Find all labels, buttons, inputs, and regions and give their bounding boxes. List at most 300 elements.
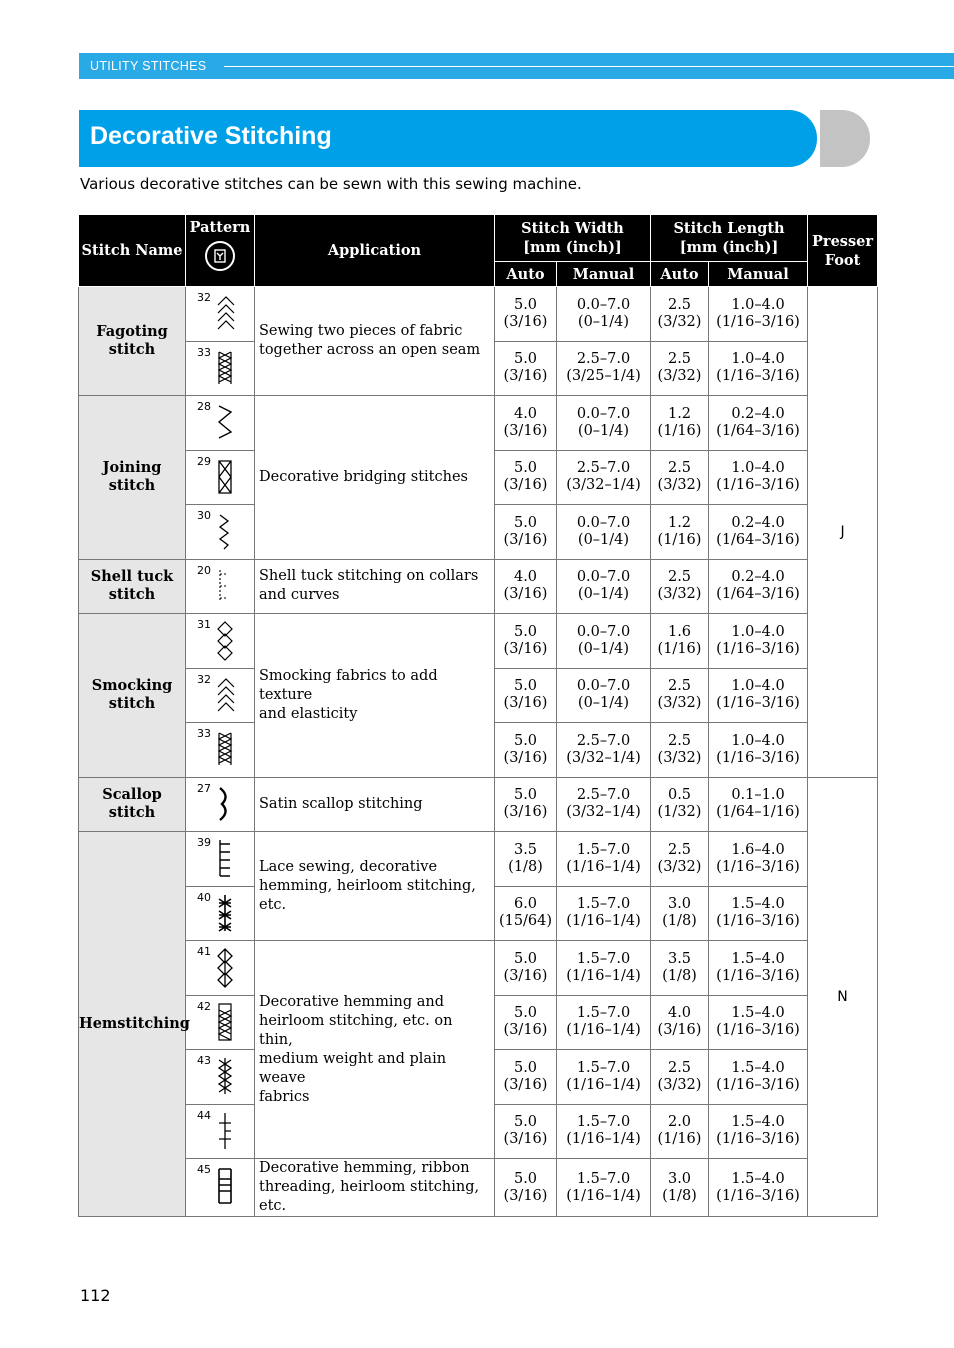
section-label: UTILITY STITCHES <box>90 59 207 73</box>
width-auto-cell-line: 5.0 <box>513 950 538 967</box>
pattern-cell <box>186 886 255 941</box>
application-line: Lace sewing, decorative <box>259 858 438 875</box>
pattern-cell <box>186 614 255 669</box>
length-manual-cell-line: (1/16–3/16) <box>716 695 800 712</box>
pattern-cell <box>186 668 255 723</box>
presser-foot-cell: N <box>808 777 878 1217</box>
length-auto-cell-line: (3/32) <box>657 695 702 712</box>
pattern-number: 43 <box>197 1054 211 1067</box>
width-auto-cell-line: 4.0 <box>513 569 538 586</box>
header-stitch-width-label: Stitch Width <box>521 220 624 237</box>
width-manual-cell <box>557 1050 651 1105</box>
length-manual-cell-line: 1.0–4.0 <box>731 678 785 695</box>
width-auto-cell <box>495 668 557 723</box>
width-auto-cell <box>495 1050 557 1105</box>
length-manual-cell-line: 1.0–4.0 <box>731 351 785 368</box>
length-auto-cell-line: (3/16) <box>657 1022 702 1039</box>
stitch-name-cell <box>79 287 186 396</box>
length-auto-cell-line: (1/16) <box>657 531 702 548</box>
header-pattern <box>186 215 255 287</box>
header-rule <box>224 66 954 67</box>
length-auto-cell <box>651 614 709 669</box>
width-manual-cell <box>557 995 651 1050</box>
width-manual-cell-line: 1.5–7.0 <box>576 1005 631 1022</box>
pattern-number: 40 <box>197 890 211 904</box>
length-manual-cell-line: 0.2–4.0 <box>731 514 785 531</box>
stitch-name-line: stitch <box>108 586 156 604</box>
width-manual-cell <box>557 723 651 778</box>
stitch-name-line: Hemstitching <box>79 1015 190 1032</box>
width-auto-cell-line: (3/16) <box>503 1131 548 1148</box>
length-manual-cell <box>709 559 808 614</box>
width-auto-cell <box>495 941 557 996</box>
stitch-name-cell <box>79 396 186 560</box>
pattern-cell <box>186 450 255 505</box>
table-row <box>79 777 878 832</box>
length-auto-cell-line: 1.6 <box>667 623 692 640</box>
application-line: etc. <box>259 1198 287 1214</box>
length-manual-cell <box>709 505 808 560</box>
length-auto-cell <box>651 396 709 451</box>
pattern-cell <box>186 559 255 614</box>
width-auto-cell-line: (3/16) <box>503 422 548 439</box>
page-title: Decorative Stitching <box>90 122 332 150</box>
width-manual-cell-line: 2.5–7.0 <box>576 787 631 804</box>
length-auto-cell-line: (3/32) <box>657 858 702 875</box>
table-row <box>79 614 878 669</box>
length-auto-cell-line: (3/32) <box>657 586 702 603</box>
width-auto-cell-line: 5.0 <box>513 623 538 640</box>
table-row <box>79 1159 878 1217</box>
length-auto-cell-line: (1/16) <box>657 1131 702 1148</box>
length-manual-cell <box>709 1104 808 1159</box>
length-auto-cell-line: 2.5 <box>667 1059 692 1076</box>
width-auto-cell-line: (3/16) <box>503 477 548 494</box>
header-stitch-length-label: Stitch Length <box>673 220 785 237</box>
application-line: Satin scallop stitching <box>259 795 423 812</box>
length-manual-cell-line: 1.5–4.0 <box>731 896 785 913</box>
pattern-number: 33 <box>197 345 211 359</box>
length-manual-cell-line: 1.5–4.0 <box>731 1170 785 1187</box>
header-stitch-width-unit: [mm (inch)] <box>523 239 622 256</box>
table-row <box>79 941 878 996</box>
width-auto-cell <box>495 505 557 560</box>
width-manual-cell <box>557 450 651 505</box>
length-manual-cell-line: (1/64–1/16) <box>716 804 800 821</box>
length-auto-cell-line: 3.0 <box>667 1170 692 1187</box>
stitch-name-cell <box>79 777 186 832</box>
width-manual-cell-line: 0.0–7.0 <box>576 514 631 531</box>
application-cell <box>255 287 495 396</box>
length-auto-cell-line: (1/32) <box>657 804 702 821</box>
pattern-cell <box>186 995 255 1050</box>
width-manual-cell-line: (1/16–1/4) <box>566 1022 641 1039</box>
length-manual-cell <box>709 777 808 832</box>
length-auto-cell-line: (1/16) <box>657 640 702 657</box>
width-auto-cell <box>495 450 557 505</box>
application-line: and curves <box>259 587 340 604</box>
length-auto-cell-line: 3.0 <box>667 896 692 913</box>
width-auto-cell <box>495 559 557 614</box>
application-cell <box>255 832 495 941</box>
application-line: Shell tuck stitching on collars <box>259 568 479 585</box>
width-manual-cell-line: 2.5–7.0 <box>576 351 631 368</box>
length-auto-cell-line: 2.5 <box>667 351 692 368</box>
application-line: Decorative bridging stitches <box>259 468 468 485</box>
pattern-number: 32 <box>197 672 211 686</box>
length-manual-cell-line: 0.2–4.0 <box>731 405 785 422</box>
length-auto-cell <box>651 559 709 614</box>
pattern-cell <box>186 941 255 996</box>
length-auto-cell-line: 3.5 <box>667 950 692 967</box>
width-manual-cell-line: 0.0–7.0 <box>576 623 631 640</box>
pattern-cell <box>186 1104 255 1159</box>
width-auto-cell <box>495 1104 557 1159</box>
width-manual-cell-line: (1/16–1/4) <box>566 913 641 930</box>
width-manual-cell-line: 0.0–7.0 <box>576 678 631 695</box>
pattern-cell <box>186 777 255 832</box>
length-manual-cell-line: (1/16–3/16) <box>716 967 800 984</box>
pattern-number: 32 <box>197 291 211 304</box>
application-line: Smocking fabrics to add texture <box>259 667 438 703</box>
pattern-number: 44 <box>197 1108 211 1122</box>
table-row <box>79 832 878 887</box>
width-auto-cell-line: 5.0 <box>513 1059 538 1076</box>
width-manual-cell-line: (1/16–1/4) <box>566 1131 641 1148</box>
width-manual-cell-line: 2.5–7.0 <box>576 732 631 749</box>
intro-text: Various decorative stitches can be sewn with this sewing machine. <box>80 175 582 193</box>
application-line: Decorative hemming, ribbon <box>259 1160 470 1176</box>
length-manual-cell <box>709 886 808 941</box>
width-manual-cell-line: (3/32–1/4) <box>566 477 641 494</box>
length-manual-cell <box>709 450 808 505</box>
table-row <box>79 287 878 342</box>
width-auto-cell-line: 3.5 <box>513 841 538 858</box>
length-manual-cell <box>709 941 808 996</box>
pattern-number: 29 <box>197 454 211 468</box>
length-manual-cell-line: (1/16–3/16) <box>716 313 800 330</box>
length-auto-cell <box>651 505 709 560</box>
width-auto-cell-line: (3/16) <box>503 967 548 984</box>
pattern-number: 30 <box>197 509 211 522</box>
pattern-cell <box>186 396 255 451</box>
width-manual-cell-line: (0–1/4) <box>577 640 630 657</box>
stitch-name-line: Smocking <box>91 677 173 695</box>
width-manual-cell <box>557 559 651 614</box>
width-auto-cell-line: (3/16) <box>503 804 548 821</box>
pattern-number: 45 <box>197 1163 211 1176</box>
header-presser-foot-l1: Presser <box>812 232 873 250</box>
length-manual-cell-line: 1.5–4.0 <box>731 950 785 967</box>
pattern-selector-icon <box>205 241 235 271</box>
stitch-name-line: Fagoting <box>96 323 168 340</box>
width-manual-cell <box>557 341 651 396</box>
length-manual-cell-line: 1.5–4.0 <box>731 1114 785 1131</box>
length-manual-cell-line: (1/16–3/16) <box>716 368 800 385</box>
width-manual-cell <box>557 396 651 451</box>
pattern-cell <box>186 341 255 396</box>
width-auto-cell <box>495 1159 557 1217</box>
pattern-number: 28 <box>197 400 211 413</box>
application-cell <box>255 777 495 832</box>
length-manual-cell-line: 1.0–4.0 <box>731 623 785 640</box>
application-line: and elasticity <box>259 705 358 722</box>
length-auto-cell <box>651 1050 709 1105</box>
width-auto-cell <box>495 396 557 451</box>
pattern-cell <box>186 832 255 887</box>
application-cell <box>255 396 495 560</box>
length-auto-cell <box>651 995 709 1050</box>
width-auto-cell-line: (3/16) <box>503 749 548 766</box>
width-manual-cell <box>557 505 651 560</box>
title-band <box>79 110 817 167</box>
width-manual-cell-line: 0.0–7.0 <box>576 405 631 422</box>
length-auto-cell-line: (1/8) <box>662 1187 697 1204</box>
header-stitch-length <box>651 215 808 262</box>
length-auto-cell <box>651 1104 709 1159</box>
width-manual-cell <box>557 1104 651 1159</box>
width-auto-cell-line: (15/64) <box>498 913 553 930</box>
length-manual-cell <box>709 1159 808 1217</box>
header-pattern-label: Pattern <box>189 218 251 236</box>
header-presser-foot <box>808 215 878 287</box>
width-manual-cell-line: 1.5–7.0 <box>576 950 631 967</box>
stitch-table <box>78 214 878 1217</box>
presser-foot-cell: J <box>808 287 878 778</box>
header-length-auto: Auto <box>651 262 709 287</box>
length-auto-cell <box>651 723 709 778</box>
width-manual-cell-line: (1/16–1/4) <box>566 858 641 875</box>
length-auto-cell-line: 2.0 <box>667 1114 692 1131</box>
application-line: etc. <box>259 896 287 913</box>
width-manual-cell-line: 1.5–7.0 <box>576 896 631 913</box>
application-cell <box>255 941 495 1159</box>
application-line: together across an open seam <box>259 342 481 358</box>
width-auto-cell-line: (3/16) <box>503 313 548 330</box>
width-auto-cell-line: (3/16) <box>503 695 548 712</box>
header-length-manual: Manual <box>709 262 808 287</box>
application-line: hemming, heirloom stitching, <box>259 877 476 894</box>
length-auto-cell-line: (3/32) <box>657 749 702 766</box>
application-cell <box>255 559 495 614</box>
length-auto-cell-line: 2.5 <box>667 841 692 858</box>
length-auto-cell <box>651 668 709 723</box>
length-auto-cell-line: 4.0 <box>667 1005 692 1022</box>
length-manual-cell <box>709 287 808 342</box>
application-cell <box>255 614 495 778</box>
stitch-table-body <box>79 287 878 1217</box>
width-auto-cell-line: 5.0 <box>513 1114 538 1131</box>
length-auto-cell <box>651 1159 709 1217</box>
header-width-auto: Auto <box>495 262 557 287</box>
length-auto-cell-line: (1/8) <box>662 967 697 984</box>
length-auto-cell <box>651 341 709 396</box>
length-manual-cell-line: 1.0–4.0 <box>731 460 785 477</box>
application-line: Decorative hemming and <box>259 993 445 1010</box>
table-row <box>79 396 878 451</box>
width-auto-cell-line: 4.0 <box>513 405 538 422</box>
stitch-name-cell <box>79 832 190 1217</box>
stitch-name-line: Scallop stitch <box>102 786 162 822</box>
length-manual-cell-line: (1/16–3/16) <box>716 1076 800 1093</box>
width-auto-cell-line: 5.0 <box>513 678 538 695</box>
length-manual-cell-line: (1/16–3/16) <box>716 913 800 930</box>
length-auto-cell-line: 2.5 <box>667 732 692 749</box>
header-stitch-width <box>495 215 651 262</box>
length-manual-cell <box>709 668 808 723</box>
page-number: 112 <box>80 1286 111 1305</box>
length-manual-cell-line: (1/16–3/16) <box>716 1022 800 1039</box>
pattern-number: 31 <box>197 618 211 631</box>
width-auto-cell-line: (3/16) <box>503 1187 548 1204</box>
width-manual-cell-line: 2.5–7.0 <box>576 460 631 477</box>
pattern-number: 20 <box>197 563 211 577</box>
length-manual-cell <box>709 995 808 1050</box>
length-manual-cell-line: 1.6–4.0 <box>731 841 785 858</box>
width-auto-cell <box>495 777 557 832</box>
width-auto-cell-line: 5.0 <box>513 351 538 368</box>
length-auto-cell-line: 1.2 <box>667 514 692 531</box>
width-auto-cell-line: 5.0 <box>513 514 538 531</box>
application-line: heirloom stitching, etc. on thin, <box>259 1012 453 1048</box>
width-manual-cell-line: 0.0–7.0 <box>576 569 631 586</box>
header-stitch-length-unit: [mm (inch)] <box>679 239 779 256</box>
width-auto-cell-line: 5.0 <box>513 1170 538 1187</box>
length-manual-cell-line: (1/64–3/16) <box>716 531 800 548</box>
application-line: Sewing two pieces of fabric <box>259 323 463 339</box>
application-line: medium weight and plain weave <box>259 1050 447 1086</box>
pattern-number: 33 <box>197 727 211 740</box>
stitch-name-line: stitch <box>108 341 156 358</box>
length-manual-cell-line: (1/16–3/16) <box>716 1131 800 1148</box>
width-manual-cell <box>557 668 651 723</box>
table-row <box>79 559 878 614</box>
width-manual-cell <box>557 832 651 887</box>
width-manual-cell-line: 1.5–7.0 <box>576 1059 631 1076</box>
width-auto-cell-line: 6.0 <box>513 896 538 913</box>
length-auto-cell-line: (1/16) <box>657 422 702 439</box>
length-auto-cell <box>651 777 709 832</box>
width-auto-cell-line: (3/16) <box>503 368 548 385</box>
length-manual-cell-line: 1.0–4.0 <box>731 732 785 749</box>
pattern-cell <box>186 723 255 778</box>
length-auto-cell-line: 1.2 <box>667 405 692 422</box>
width-manual-cell-line: (1/16–1/4) <box>566 1187 641 1204</box>
length-auto-cell-line: 2.5 <box>667 569 692 586</box>
length-auto-cell <box>651 941 709 996</box>
width-auto-cell-line: 5.0 <box>513 787 538 804</box>
width-auto-cell-line: 5.0 <box>513 1005 538 1022</box>
width-manual-cell <box>557 1159 651 1217</box>
length-manual-cell-line: 1.0–4.0 <box>731 296 785 313</box>
length-manual-cell-line: (1/16–3/16) <box>716 1187 800 1204</box>
length-manual-cell-line: 1.5–4.0 <box>731 1059 785 1076</box>
width-manual-cell <box>557 614 651 669</box>
pattern-cell <box>186 505 255 560</box>
length-auto-cell-line: (3/32) <box>657 368 702 385</box>
header-stitch-name: Stitch Name <box>79 215 186 287</box>
width-auto-cell <box>495 723 557 778</box>
width-manual-cell-line: 1.5–7.0 <box>576 841 631 858</box>
width-manual-cell-line: 1.5–7.0 <box>576 1170 631 1187</box>
width-auto-cell-line: (1/8) <box>508 858 543 875</box>
pattern-cell <box>186 1159 255 1217</box>
pattern-number: 27 <box>197 781 211 795</box>
pattern-number: 41 <box>197 945 211 958</box>
stitch-name-line: Joining stitch <box>102 459 162 495</box>
stitch-name-line: Shell tuck <box>90 568 174 586</box>
width-auto-cell-line: 5.0 <box>513 296 538 313</box>
length-manual-cell <box>709 723 808 778</box>
application-cell <box>255 1159 495 1217</box>
length-manual-cell <box>709 341 808 396</box>
application-line: fabrics <box>259 1088 310 1105</box>
width-auto-cell-line: (3/16) <box>503 586 548 603</box>
width-auto-cell-line: (3/16) <box>503 531 548 548</box>
length-auto-cell-line: (1/8) <box>662 913 697 930</box>
length-manual-cell <box>709 832 808 887</box>
stitch-name-cell <box>79 614 186 778</box>
width-manual-cell-line: (0–1/4) <box>577 313 630 330</box>
width-auto-cell <box>495 832 557 887</box>
length-auto-cell-line: (3/32) <box>657 477 702 494</box>
header-width-manual: Manual <box>557 262 651 287</box>
length-auto-cell-line: 0.5 <box>667 787 692 804</box>
width-manual-cell-line: (3/32–1/4) <box>566 804 641 821</box>
length-manual-cell-line: (1/16–3/16) <box>716 858 800 875</box>
width-auto-cell <box>495 614 557 669</box>
length-auto-cell-line: 2.5 <box>667 678 692 695</box>
width-auto-cell-line: (3/16) <box>503 1076 548 1093</box>
header-presser-foot-l2: Foot <box>824 251 861 269</box>
length-auto-cell-line: 2.5 <box>667 296 692 313</box>
length-auto-cell-line: (3/32) <box>657 1076 702 1093</box>
length-auto-cell <box>651 832 709 887</box>
width-manual-cell-line: 0.0–7.0 <box>576 296 631 313</box>
width-manual-cell-line: (0–1/4) <box>577 531 630 548</box>
width-auto-cell <box>495 341 557 396</box>
length-auto-cell <box>651 886 709 941</box>
length-manual-cell-line: 0.1–1.0 <box>731 787 785 804</box>
length-manual-cell-line: (1/64–3/16) <box>716 422 800 439</box>
length-manual-cell <box>709 396 808 451</box>
pattern-number: 42 <box>197 999 211 1013</box>
length-manual-cell-line: (1/16–3/16) <box>716 749 800 766</box>
application-line: threading, heirloom stitching, <box>259 1179 480 1195</box>
length-auto-cell-line: 2.5 <box>667 460 692 477</box>
length-auto-cell <box>651 450 709 505</box>
length-manual-cell-line: (1/16–3/16) <box>716 477 800 494</box>
title-band-cap <box>820 110 870 167</box>
width-manual-cell <box>557 777 651 832</box>
width-manual-cell-line: (0–1/4) <box>577 695 630 712</box>
length-manual-cell <box>709 614 808 669</box>
width-manual-cell <box>557 941 651 996</box>
length-manual-cell-line: 1.5–4.0 <box>731 1005 785 1022</box>
pattern-number: 39 <box>197 836 211 849</box>
width-manual-cell-line: (1/16–1/4) <box>566 967 641 984</box>
width-auto-cell-line: (3/16) <box>503 1022 548 1039</box>
width-manual-cell <box>557 287 651 342</box>
width-auto-cell <box>495 995 557 1050</box>
length-manual-cell-line: 0.2–4.0 <box>731 569 785 586</box>
width-manual-cell <box>557 886 651 941</box>
width-auto-cell-line: 5.0 <box>513 460 538 477</box>
width-manual-cell-line: 1.5–7.0 <box>576 1114 631 1131</box>
length-manual-cell-line: (1/64–3/16) <box>716 586 800 603</box>
width-auto-cell <box>495 287 557 342</box>
stitch-name-cell <box>79 559 186 614</box>
